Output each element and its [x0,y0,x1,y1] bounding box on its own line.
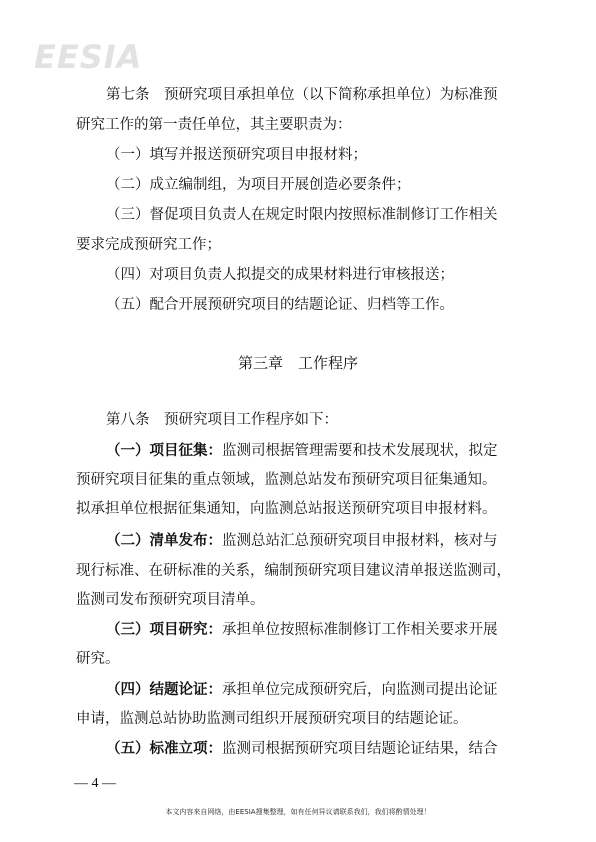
chapter-heading: 第三章 工作程序 [237,354,358,372]
step-3-line-2: 研究。 [76,651,120,667]
step-5-line-1 [106,739,551,759]
article-7-item-5: （五）配合开展预研究项目的结题论证、归档等工作。 [106,297,454,313]
article-7-item-4: （四）对项目负责人拟提交的成果材料进行审核报送； [106,267,454,283]
page-number: — 4 — [74,776,116,791]
step-2-text: 监测总站汇总预研究项目申报材料，核对与 [222,533,498,549]
footer-disclaimer: 本文内容来自网络，由EESIA搜集整理，如有任何异议请联系我们，我们将酌情处理！ [165,808,431,816]
article-7-item-1: （一）填写并报送预研究项目申报材料； [106,147,367,163]
step-3-heading: （三）项目研究： [106,621,222,638]
step-2-line-1 [106,531,551,551]
step-2-line-3: 监测司发布预研究项目清单。 [76,592,265,608]
step-4-text: 承担单位完成预研究后，向监测司提出论证 [222,682,498,698]
eesia-logo: EESIA [34,38,143,76]
article-8-line-1: 第八条 预研究项目工作程序如下： [106,412,338,428]
step-5-text: 监测司根据预研究项目结题论证结果，结合 [222,741,498,757]
step-4-line-1 [106,680,551,700]
step-2-heading: （二）清单发布： [106,532,222,549]
step-5-heading: （五）标准立项： [106,740,222,757]
article-7-line-2: 研究工作的第一责任单位，其主要职责为： [76,117,352,133]
step-3-text: 承担单位按照标准制修订工作相关要求开展 [222,622,498,638]
step-4-heading: （四）结题论证： [106,681,222,698]
article-7-item-2: （二）成立编制组，为项目开展创造必要条件； [106,177,411,193]
step-1-line-3: 拟承担单位根据征集通知，向监测总站报送预研究项目申报材料。 [76,501,497,517]
step-1-line-1 [106,441,551,461]
step-1-text: 监测司根据管理需要和技术发展现状，拟定 [222,443,498,459]
article-7-item-3-line-1: （三）督促项目负责人在规定时限内按照标准制修订工作相关 [106,207,498,223]
article-7-line-1: 第七条 预研究项目承担单位（以下简称承担单位）为标准预 [106,87,498,103]
step-1-heading: （一）项目征集： [106,442,222,459]
step-3-line-1 [106,620,551,640]
step-1-line-2: 预研究项目征集的重点领域，监测总站发布预研究项目征集通知。 [76,472,497,488]
step-2-line-2: 现行标准、在研标准的关系，编制预研究项目建议清单报送监测司， [76,563,511,579]
step-4-line-2: 申请，监测总站协助监测司组织开展预研究项目的结题论证。 [76,711,468,727]
article-7-item-3-line-2: 要求完成预研究工作； [76,237,221,253]
